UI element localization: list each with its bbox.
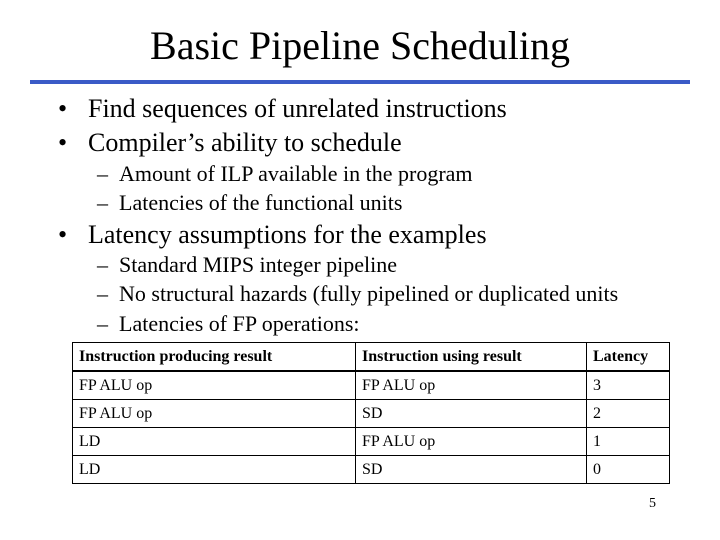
cell-using: SD [356, 456, 587, 484]
table-row [73, 456, 670, 484]
bullet-text: Compiler’s ability to schedule [88, 128, 402, 157]
header-using: Instruction using result [356, 343, 587, 372]
bullet-text: Latency assumptions for the examples [88, 220, 487, 249]
table-row [73, 371, 670, 400]
header-latency: Latency [587, 343, 670, 372]
bullet-marker: • [58, 94, 68, 123]
cell-using: SD [356, 400, 587, 428]
table-row [73, 428, 670, 456]
bullet-text: Find sequences of unrelated instructions [88, 94, 507, 123]
sub-bullet-text: Latencies of the functional units [119, 190, 403, 215]
sub-bullet-marker: – [97, 190, 108, 215]
sub-bullet-text: Standard MIPS integer pipeline [119, 252, 398, 277]
cell-latency: 0 [587, 456, 670, 484]
sub-bullet-marker: – [97, 281, 108, 306]
cell-producing: LD [73, 456, 356, 484]
latency-table [72, 342, 670, 484]
sub-bullet-marker: – [97, 311, 108, 336]
table-header-row [73, 343, 670, 372]
cell-producing: FP ALU op [73, 371, 356, 400]
cell-using: FP ALU op [356, 428, 587, 456]
sub-bullet-text: Amount of ILP available in the program [119, 161, 473, 186]
table-row [73, 400, 670, 428]
sub-bullet-marker: – [97, 252, 108, 277]
page-number: 5 [649, 496, 656, 511]
cell-latency: 2 [587, 400, 670, 428]
slide-title: Basic Pipeline Scheduling [150, 23, 570, 68]
bullet-marker: • [58, 128, 68, 157]
sub-bullet-marker: – [97, 161, 108, 186]
header-producing: Instruction producing result [73, 343, 356, 372]
cell-producing: LD [73, 428, 356, 456]
cell-latency: 3 [587, 371, 670, 400]
sub-bullet-text: No structural hazards (fully pipelined or duplicated units [119, 281, 619, 306]
cell-latency: 1 [587, 428, 670, 456]
title-underline [30, 80, 690, 84]
cell-producing: FP ALU op [73, 400, 356, 428]
sub-bullet-text: Latencies of FP operations: [119, 311, 360, 336]
bullet-marker: • [58, 220, 68, 249]
cell-using: FP ALU op [356, 371, 587, 400]
